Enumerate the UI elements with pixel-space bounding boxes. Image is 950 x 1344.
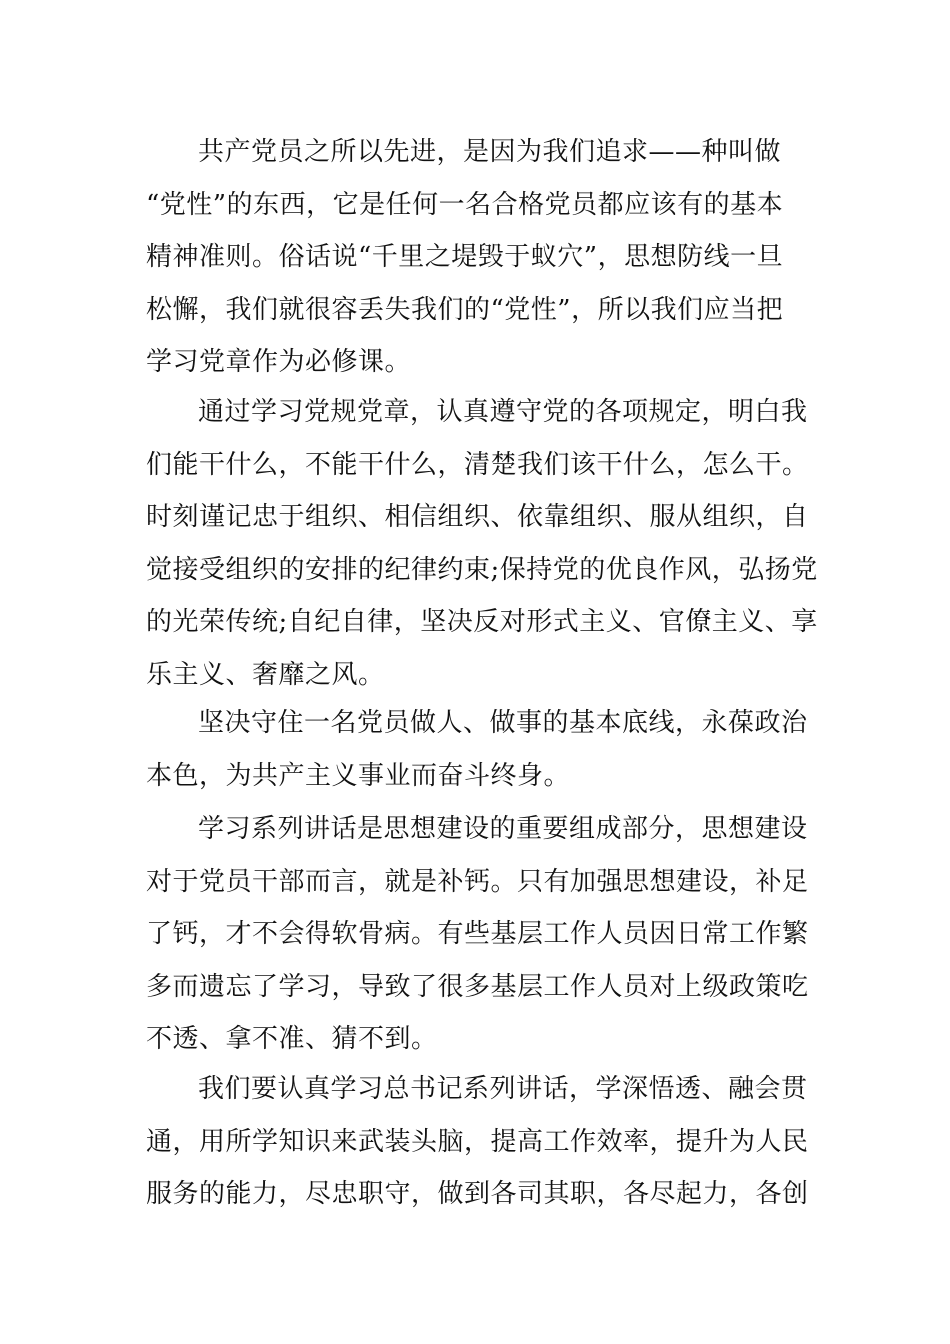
paragraph-line: 时刻谨记忠于组织、相信组织、依靠组织、服从组织，自 [146,502,809,532]
paragraph-line: 本色，为共产主义事业而奋斗终身。 [146,760,571,791]
paragraph-line: 多而遗忘了学习，导致了很多基层工作人员对上级政策吃 [146,971,809,1002]
paragraph-2 [146,386,818,701]
paragraph-line: 通过学习党规党章，认真遵守党的各项规定，明白我 [198,397,808,427]
paragraph-line: 我们要认真学习总书记系列讲话，学深悟透、融会贯 [198,1074,808,1104]
paragraph-line: 学习党章作为必修课。 [146,347,412,377]
paragraph-line: 通，用所学知识来武装头脑，提高工作效率，提升为人民 [146,1126,809,1157]
paragraph-line: “党性”的东西，它是任何一名合格党员都应该有的基本 [146,189,784,220]
paragraph-5 [146,1063,809,1221]
paragraph-line: 不透、拿不准、猜不到。 [146,1024,438,1054]
paragraph-1 [146,126,806,389]
paragraph-line: 觉接受组织的安排的纪律约束;保持党的优良作风，弘扬党 [146,554,818,585]
paragraph-line: 松懈，我们就很容丢失我们的“党性”，所以我们应当把 [146,294,784,325]
paragraph-line: 共产党员之所以先进，是因为我们追求——种叫做 [198,137,782,167]
paragraph-line: 乐主义、奢靡之风。 [146,659,385,690]
paragraph-line: 的光荣传统;自纪自律，坚决反对形式主义、官僚主义、享 [146,607,818,637]
paragraph-line: 精神准则。俗话说“千里之堤毁于蚁穴”，思想防线一旦 [146,242,784,272]
paragraph-line: 服务的能力，尽忠职守，做到各司其职，各尽起力，各创 [146,1179,809,1209]
paragraph-line: 了钙，才不会得软骨病。有些基层工作人员因日常工作繁 [146,919,809,949]
paragraph-3 [146,697,806,802]
paragraph-4 [146,803,809,1066]
paragraph-line: 对于党员干部而言，就是补钙。只有加强思想建设，补足 [146,866,809,897]
paragraph-line: 坚决守住一名党员做人、做事的基本底线，永葆政治 [198,708,808,738]
paragraph-line: 们能干什么，不能干什么，清楚我们该干什么，怎么干。 [146,449,809,480]
paragraph-line: 学习系列讲话是思想建设的重要组成部分，思想建设 [198,814,808,844]
